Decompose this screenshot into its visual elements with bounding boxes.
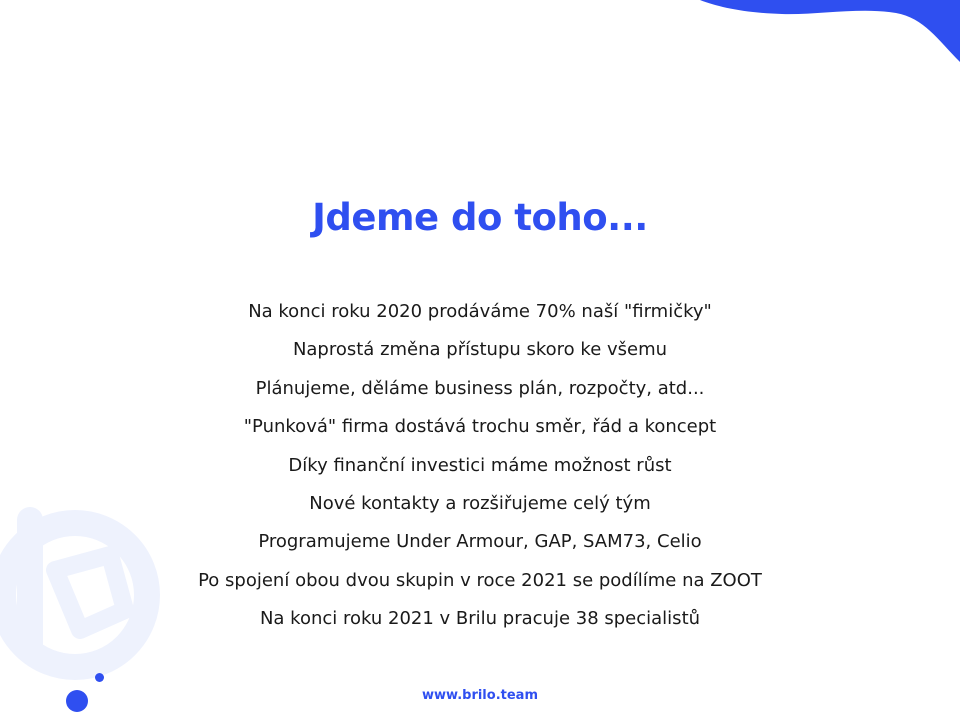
list-item: Na konci roku 2021 v Brilu pracuje 38 specialistů [259, 608, 701, 630]
decorative-dot-small [95, 673, 104, 682]
slide-title: Jdeme do toho... [312, 196, 648, 239]
bullet-list [0, 296, 960, 642]
list-item: Na konci roku 2020 prodáváme 70% naší "firmičky" [248, 301, 712, 322]
website-link[interactable]: www.brilo.team [422, 688, 538, 703]
list-item: Plánujeme, děláme business plán, rozpočty, atd... [255, 377, 705, 399]
list-item: Nové kontakty a rozšiřujeme celý tým [309, 492, 651, 514]
list-item: Naprostá změna přístupu skoro ke všemu [292, 339, 668, 361]
list-item: Programujeme Under Armour, GAP, SAM73, Celio [258, 531, 702, 553]
list-item: "Punková" firma dostává trochu směr, řád a koncept [243, 416, 717, 438]
decorative-wave-shape [700, 0, 960, 70]
list-item: Díky finanční investici máme možnost růst [288, 454, 672, 476]
list-item: Po spojení obou dvou skupin v roce 2021 se podílíme na ZOOT [198, 569, 762, 591]
